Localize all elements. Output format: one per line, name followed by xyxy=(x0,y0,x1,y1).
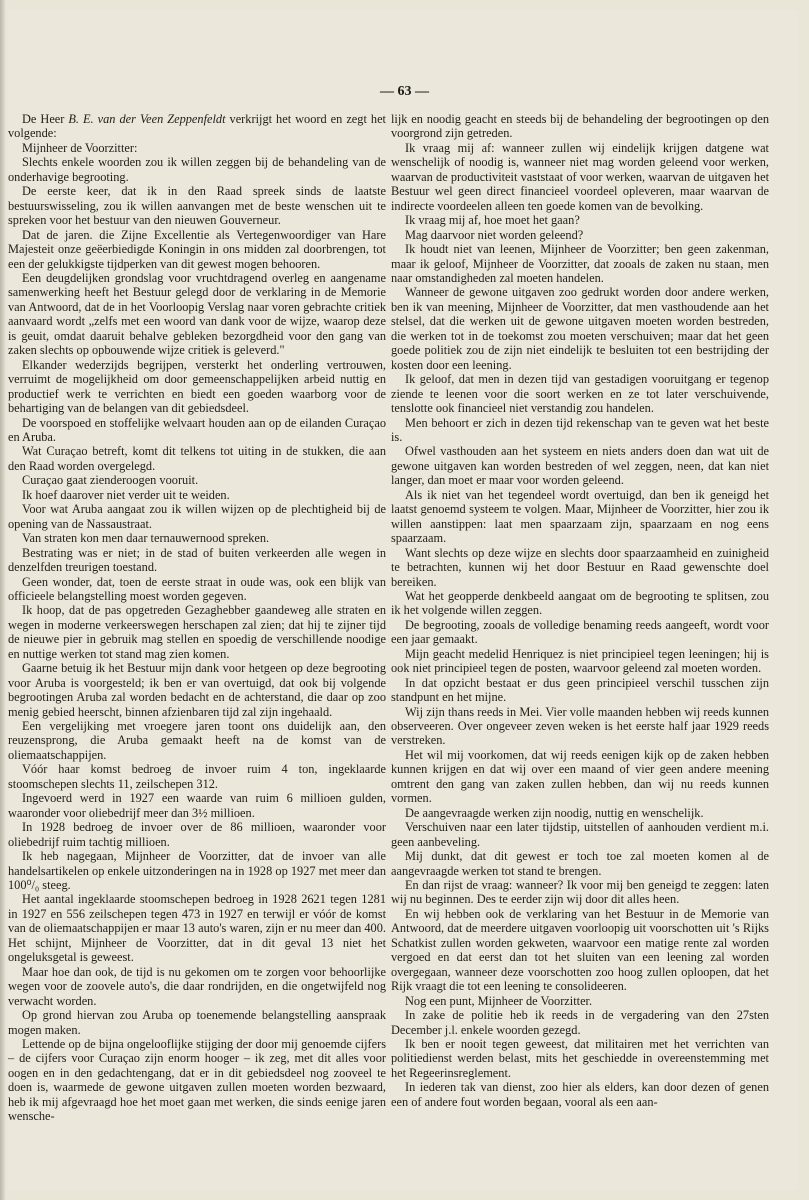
paragraph: Ik hoop, dat de pas opgetreden Gezaghebber gaandeweg alle straten en wegen in moderne verkeerswegen herschapen zal zien; dat hij te zijner tijd de nieuwe pier in gebruik mag stellen en spoedig de verschillende noodige en nuttige werken tot stand mag zien komen. xyxy=(8,603,386,661)
right-column xyxy=(391,112,769,1109)
paragraph: Ofwel vasthouden aan het systeem en niets anders doen dan wat uit de gewone uitgaven kan worden bestreden of wel zeggen, neen, dat kan niet langer, dan moet er maar voor worden geleend. xyxy=(391,444,769,488)
binding-edge-shadow xyxy=(0,0,6,1200)
paragraph: Ik vraag mij af: wanneer zullen wij eindelijk krijgen datgene wat wenschelijk of noodig is, wanneer niet mag worden geleend voor werken, waarvan de productiviteit vaststaat of voor werken, waarvan de uitgaven het Bestuur wel geen direct financieel voordeel opleveren, maar waarvan de indirecte voordeelen alleen ten goede komen van de bevolking. xyxy=(391,140,769,213)
paragraph: Ik vraag mij af, hoe moet het gaan? xyxy=(405,213,580,228)
paragraph: Een deugdelijken grondslag voor vruchtdragend overleg en aangename samenwerking heeft het Bestuur gelegd door de verklaring in de Memorie van Antwoord, dat de in het Voorloopig Verslag naar voren gebrachte critiek aanvaard wordt „zelfs met een woord van dank voor de wijze, waarop deze is geuit, omdat daaruit behalve gebleken bezorgdheid voor den gang van zaken slechts op opbouwende wijze critiek is geleverd." xyxy=(8,270,386,358)
paragraph: Wat het geopperde denkbeeld aangaat om de begrooting te splitsen, zou ik het volgende willen zeggen. xyxy=(391,588,769,618)
page-number: — 63 — xyxy=(380,84,429,99)
paragraph: Want slechts op deze wijze en slechts door spaarzaamheid en zuinigheid te betrachten, kunnen wij het door Bestuur en Raad gewenschte doel bereiken. xyxy=(391,545,769,589)
paragraph: Wanneer de gewone uitgaven zoo gedrukt worden door andere werken, ben ik van meening, Mijnheer de Voorzitter, dat men vasthoudende aan het stelsel, dat die werken uit de gewone uitgaven moeten worden bestreden, die werken tot in de toekomst zou moeten verschuiven; maar dat het geen goede politiek zou de zijn niet eindelijk te besluiten tot een bestrijding der kosten door een leening. xyxy=(391,285,769,372)
paragraph: Bestrating was er niet; in de stad of buiten verkeerden alle wegen in denzelfden treurigen toestand. xyxy=(8,545,386,575)
paragraph: Verschuiven naar een later tijdstip, uitstellen of aanhouden verdient m.i. geen aanbeveling. xyxy=(391,820,769,849)
paragraph: Curaçao gaat zienderoogen vooruit. xyxy=(22,473,199,488)
paragraph: De begrooting, zooals de volledige benaming reeds aangeeft, wordt voor een jaar gemaakt. xyxy=(391,617,769,647)
left-column xyxy=(8,112,386,1124)
paragraph: Elkander wederzijds begrijpen, versterkt het onderling vertrouwen, verruimt de mogelijkheid om door gemeenschappelijken arbeid nuttig en productief werk te verrichten en biedt een goeden waarborg voor de behartiging van de belangen van dit gebiedsdeel. xyxy=(8,357,386,416)
paragraph: Ik houdt niet van leenen, Mijnheer de Voorzitter; ben geen zakenman, maar ik geloof, Mijnheer de Voorzitter, dat zooals de zaken nu staan, men naar omstandigheden zal moeten handelen. xyxy=(391,242,769,285)
paragraph: De aangevraagde werken zijn noodig, nuttig en wenschelijk. xyxy=(405,805,704,820)
paragraph: Dat de jaren. die Zijne Excellentie als Vertegenwoordiger van Hare Majesteit onze geëerbiedigde Koningin in ons midden zal doorbrengen, tot een der gelukkigste tijdperken van dit gewest mogen behooren. xyxy=(8,227,386,271)
paragraph: Geen wonder, dat, toen de eerste straat in oude was, ook een blijk van officieele belangstelling moest worden gegeven. xyxy=(8,574,386,603)
paragraph: In dat opzicht bestaat er dus geen principieel verschil tusschen zijn standpunt en het mijne. xyxy=(391,675,769,705)
speaker-name: B. E. van der Veen Zeppenfeldt xyxy=(68,112,226,126)
paragraph: Voor wat Aruba aangaat zou ik willen wijzen op de plechtigheid bij de opening van de Nassaustraat. xyxy=(8,502,386,531)
paragraph: Ik geloof, dat men in dezen tijd van gestadigen vooruitgang er tegenop ziende te leenen voor die soort werken en ze tot later verschuivende, tenslotte ook financieel niet verstandig zou handelen. xyxy=(391,372,769,416)
paragraph: Ingevoerd werd in 1927 een waarde van ruim 6 millioen gulden, waaronder voor oliebedrijf meer dan 3½ millioen. xyxy=(8,791,386,820)
paragraph: De eerste keer, dat ik in den Raad spreek sinds de laatste bestuurswisseling, zou ik willen aanvangen met de beste wenschen uit te spreken voor het bestuur van den nieuwen Gouverneur. xyxy=(8,184,386,228)
paragraph: En dan rijst de vraag: wanneer? Ik voor mij ben geneigd te zeggen: laten wij nu beginnen. Des te eerder zijn wij door dit alles heen. xyxy=(391,878,769,907)
speaker-intro xyxy=(8,112,386,141)
paragraph: Wat Curaçao betreft, komt dit telkens tot uiting in de stukken, die aan den Raad worden overgelegd. xyxy=(8,444,386,473)
paragraph: Gaarne betuig ik het Bestuur mijn dank voor hetgeen op deze begrooting voor Aruba is voorgesteld; ik ben er van overtuigd, dat ook bij volgende begrootingen Aruba zal worden bedacht en de achterstand, die daar op zoo menig gebied heerscht, binnen afzienbaren tijd zal zijn ingehaald. xyxy=(8,661,386,719)
paragraph: Vóór haar komst bedroeg de invoer ruim 4 ton, ingeklaarde stoomschepen slechts 11, zeilschepen 312. xyxy=(8,762,386,791)
intro-suffix: verkrijgt het woord en zegt het volgende: xyxy=(8,112,386,141)
paragraph: Op grond hiervan zou Aruba op toenemende belangstelling aanspraak mogen maken. xyxy=(8,1008,386,1037)
paragraph: Lettende op de bijna ongelooflijke stijging der door mij genoemde cijfers – de cijfers voor Curaçao zijn enorm hooger – ik zeg, met dit alles voor oogen en in den gedachtengang, dat er in dit gebiedsdeel nog zooveel te doen is, waarmede de gewone uitgaven zullen moeten worden bezwaard, heb ik mij afgevraagd hoe het moet gaan met werken, die sinds eenige jaren wensche- xyxy=(8,1037,386,1124)
paragraph: In 1928 bedroeg de invoer over de 86 millioen, waaronder voor oliebedrijf ruim tachtig millioen. xyxy=(8,820,386,849)
paragraph: Het aantal ingeklaarde stoomschepen bedroeg in 1928 2621 tegen 1281 in 1927 en 556 zeilschepen tegen 473 in 1927 en terwijl er vóór de komst van de oliemaatschappijen er maar 13 auto's waren, zijn er nu meer dan 400. Het schijnt, Mijnheer de Voorzitter, dat in dit geval 13 niet het ongeluksgetal is geweest. xyxy=(8,892,386,965)
paragraph: Slechts enkele woorden zou ik willen zeggen bij de behandeling van de onderhavige begrooting. xyxy=(8,155,386,184)
paragraph: Mij dunkt, dat dit gewest er toch toe zal moeten komen al de aangevraagde werken tot stand te brengen. xyxy=(391,849,769,878)
paragraph: Mijnheer de Voorzitter: xyxy=(22,140,138,155)
paragraph: De voorspoed en stoffelijke welvaart houden aan op de eilanden Curaçao en Aruba. xyxy=(8,415,386,444)
paragraph: Maar hoe dan ook, de tijd is nu gekomen om te zorgen voor behoorlijke wegen voor de zoovele auto's, die daar rondrijden, en die ongetwijfeld nog verwacht worden. xyxy=(8,964,386,1008)
paragraph: Mijn geacht medelid Henriquez is niet principieel tegen leeningen; hij is ook niet principieel tegen de posten, waarvoor geleend zal moeten worden. xyxy=(391,646,769,676)
paragraph: Ik ben er nooit tegen geweest, dat militairen met het verrichten van politiedienst werden belast, mits het geschiedde in overeenstemming met het Regeerinsreglement. xyxy=(391,1037,769,1080)
paragraph: Mag daarvoor niet worden geleend? xyxy=(405,227,584,242)
paragraph: Als ik niet van het tegendeel wordt overtuigd, dan ben ik geneigd het laatst genoemd systeem te volgen. Maar, Mijnheer de Voorzitter, hier zou ik willen aanstippen: laat men spaarzaam zijn, spaarzaam en nog eens spaarzaam. xyxy=(391,487,769,546)
paragraph: Een vergelijking met vroegere jaren toont ons duidelijk aan, den reuzensprong, die Aruba gemaakt heeft na de komst van de oliemaatschappijen. xyxy=(8,719,386,762)
paragraph: lijk en noodig geacht en steeds bij de behandeling der begrootingen op den voorgrond zijn getreden. xyxy=(391,112,769,141)
paragraph: In zake de politie heb ik reeds in de vergadering van den 27sten December j.l. enkele woorden gezegd. xyxy=(391,1008,769,1037)
paragraph: Wij zijn thans reeds in Mei. Vier volle maanden hebben wij reeds kunnen observeeren. Over ongeveer zeven weken is het eerste half jaar 1929 reeds verstreken. xyxy=(391,704,769,748)
paragraph: Men behoort er zich in dezen tijd rekenschap van te geven wat het beste is. xyxy=(391,415,769,444)
paragraph: In iederen tak van dienst, zoo hier als elders, kan door dezen of genen een of andere fout worden begaan, vooral als een aan- xyxy=(391,1080,769,1109)
paragraph: Van straten kon men daar ternauwernood spreken. xyxy=(22,531,270,546)
intro-prefix: De Heer xyxy=(22,112,69,126)
paragraph: Het wil mij voorkomen, dat wij reeds eenigen kijk op de zaken hebben kunnen krijgen en dat wij over een maand of vier geen andere meening omtrent den gang van zaken zullen hebben, dan wij nu reeds kunnen vormen. xyxy=(391,747,769,806)
paragraph: En wij hebben ook de verklaring van het Bestuur in de Memorie van Antwoord, dat de meerdere uitgaven voorloopig uit voorschotten uit 's Rijks Schatkist zullen worden gekweten, waarvoor een matige rente zal worden vergoed en dat eerst dan tot het sluiten van een leening zal worden overgegaan, wanneer deze voorschotten zoo hoog zullen oploopen, dat het Rijk vraagt die tot een leening te consolideeren. xyxy=(391,906,769,994)
paragraph: Nog een punt, Mijnheer de Voorzitter. xyxy=(405,993,593,1008)
paragraph: Ik heb nagegaan, Mijnheer de Voorzitter, dat de invoer van alle handelsartikelen op enkele uitzonderingen na in 1928 op 1927 met meer dan 100⁰/₀ steeg. xyxy=(8,849,386,893)
paragraph: Ik hoef daarover niet verder uit te weiden. xyxy=(22,487,230,502)
